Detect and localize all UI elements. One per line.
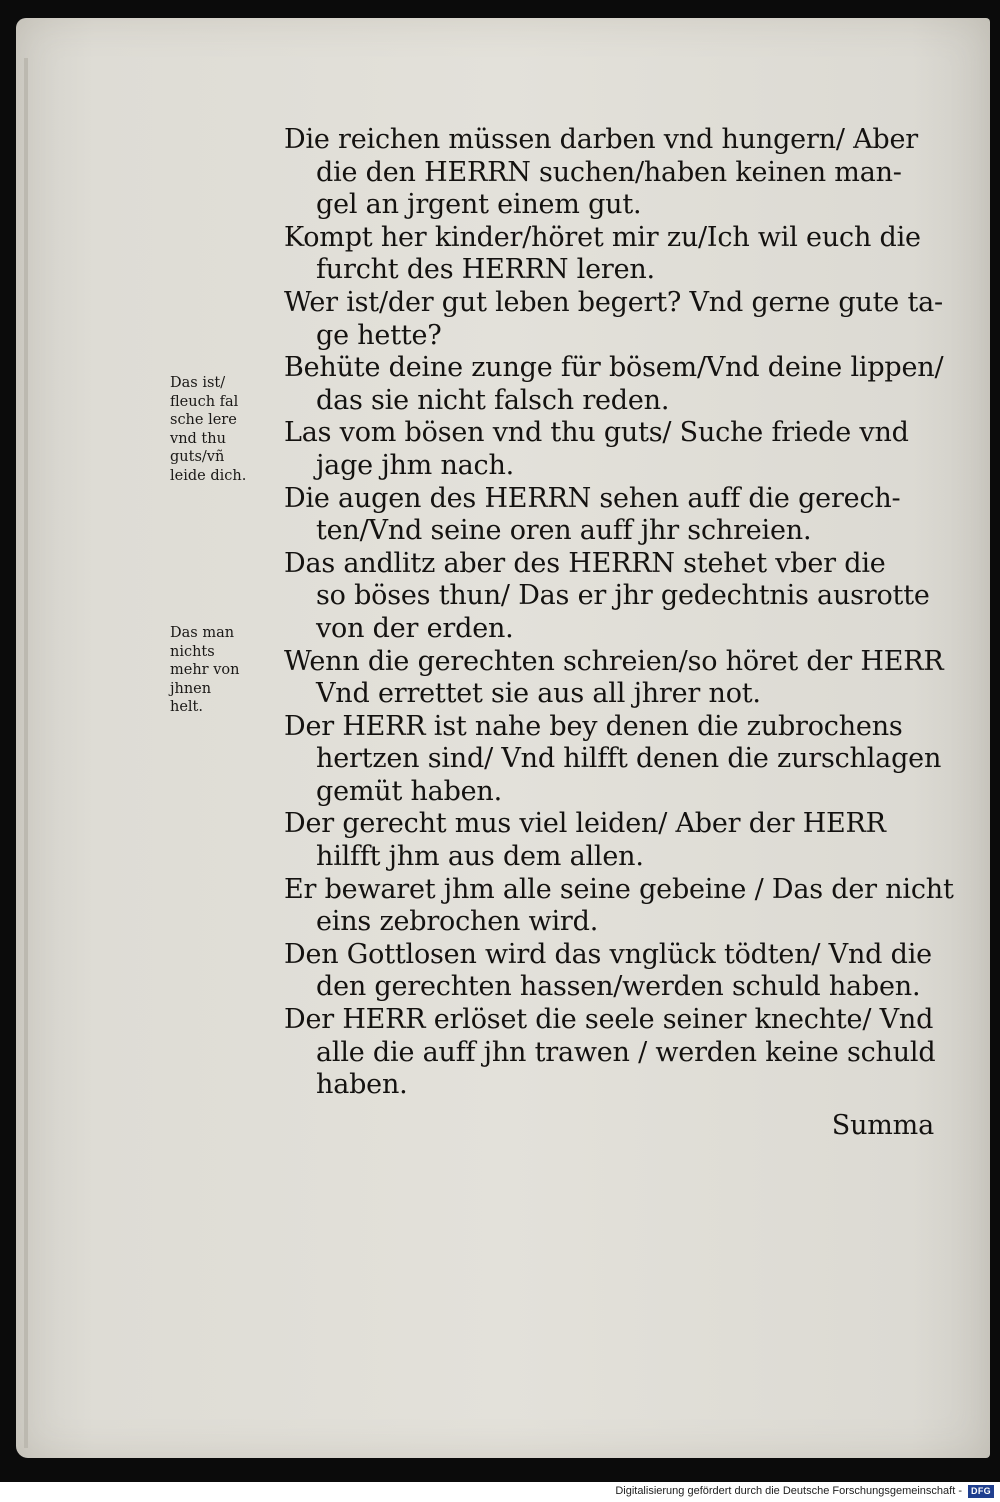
text-line: Kompt her kinder/höret mir zu/Ich wil euch die — [284, 221, 921, 253]
text-line: Das andlitz aber des HERRN stehet vber die — [284, 547, 886, 579]
text-line: Wenn die gerechten schreien/so höret der HERR — [284, 645, 944, 677]
gloss-line: mehr von — [170, 662, 240, 679]
gloss-line: nichts — [170, 643, 215, 660]
gloss-line: leide dich. — [170, 467, 247, 484]
gloss-line: sche lere — [170, 412, 237, 429]
gloss-line: guts/vñ — [170, 449, 225, 466]
text-line: den gerechten hassen/werden schuld haben. — [316, 971, 921, 1003]
text-line: Der gerecht mus viel leiden/ Aber der HERR — [284, 808, 886, 840]
footer-bar — [0, 1482, 1000, 1502]
text-line: Der HERR ist nahe bey denen die zubrochens — [284, 710, 903, 742]
text-line: hilfft jhm aus dem allen. — [316, 841, 644, 873]
catchword: Summa — [831, 1109, 934, 1141]
marginal-gloss-2 — [170, 624, 282, 717]
text-line: ten/Vnd seine oren auff jhr schreien. — [316, 515, 812, 547]
text-line: eins zebrochen wird. — [316, 906, 599, 938]
gloss-line: Das man — [170, 625, 235, 641]
text-line: gel an jrgent einem gut. — [316, 189, 642, 221]
gloss-line: fleuch fal — [170, 393, 239, 410]
text-line: das sie nicht falsch reden. — [316, 384, 670, 416]
text-line: Behüte deine zunge für bösem/Vnd deine lippen/ — [284, 352, 944, 384]
main-text-column — [284, 124, 974, 1142]
text-line: Die reichen müssen darben vnd hungern/ Aber — [284, 124, 918, 155]
page-edge — [24, 58, 28, 1448]
text-line: Las vom bösen vnd thu guts/ Suche friede vnd — [284, 417, 909, 449]
text-line: jage jhm nach. — [316, 449, 515, 481]
text-line: furcht des HERRN leren. — [316, 254, 655, 286]
text-line: haben. — [316, 1069, 408, 1101]
text-line: so böses thun/ Das er jhr gedechtnis ausrotte — [316, 580, 930, 612]
text-line: gemüt haben. — [316, 775, 503, 807]
gloss-line: jhnen — [170, 680, 212, 697]
text-line: Der HERR erlöset die seele seiner knechte/ Vnd — [284, 1004, 934, 1036]
gloss-line: helt. — [170, 699, 203, 716]
gloss-line: vnd thu — [170, 430, 226, 447]
text-line: Die augen des HERRN sehen auff die gerech- — [284, 482, 901, 514]
text-line: von der erden. — [316, 612, 514, 644]
text-line: Den Gottlosen wird das vnglück tödten/ Vnd die — [284, 938, 932, 970]
text-line: Er bewaret jhm alle seine gebeine / Das der nicht — [284, 873, 954, 905]
text-line: Wer ist/der gut leben begert? Vnd gerne gute ta- — [284, 286, 943, 318]
gloss-line: Das ist/ — [170, 375, 226, 391]
text-line: Vnd errettet sie aus all jhrer not. — [316, 678, 761, 710]
text-line: alle die auff jhn trawen / werden keine schuld — [316, 1036, 936, 1068]
funding-credit: Digitalisierung gefördert durch die Deutsche Forschungsgemeinschaft - — [615, 1485, 962, 1497]
text-line: hertzen sind/ Vnd hilfft denen die zurschlagen — [316, 743, 942, 775]
text-line: ge hette? — [316, 319, 442, 351]
dfg-logo: DFG — [968, 1485, 994, 1498]
marginal-gloss-1 — [170, 374, 282, 486]
text-line: die den HERRN suchen/haben keinen man- — [316, 156, 902, 188]
